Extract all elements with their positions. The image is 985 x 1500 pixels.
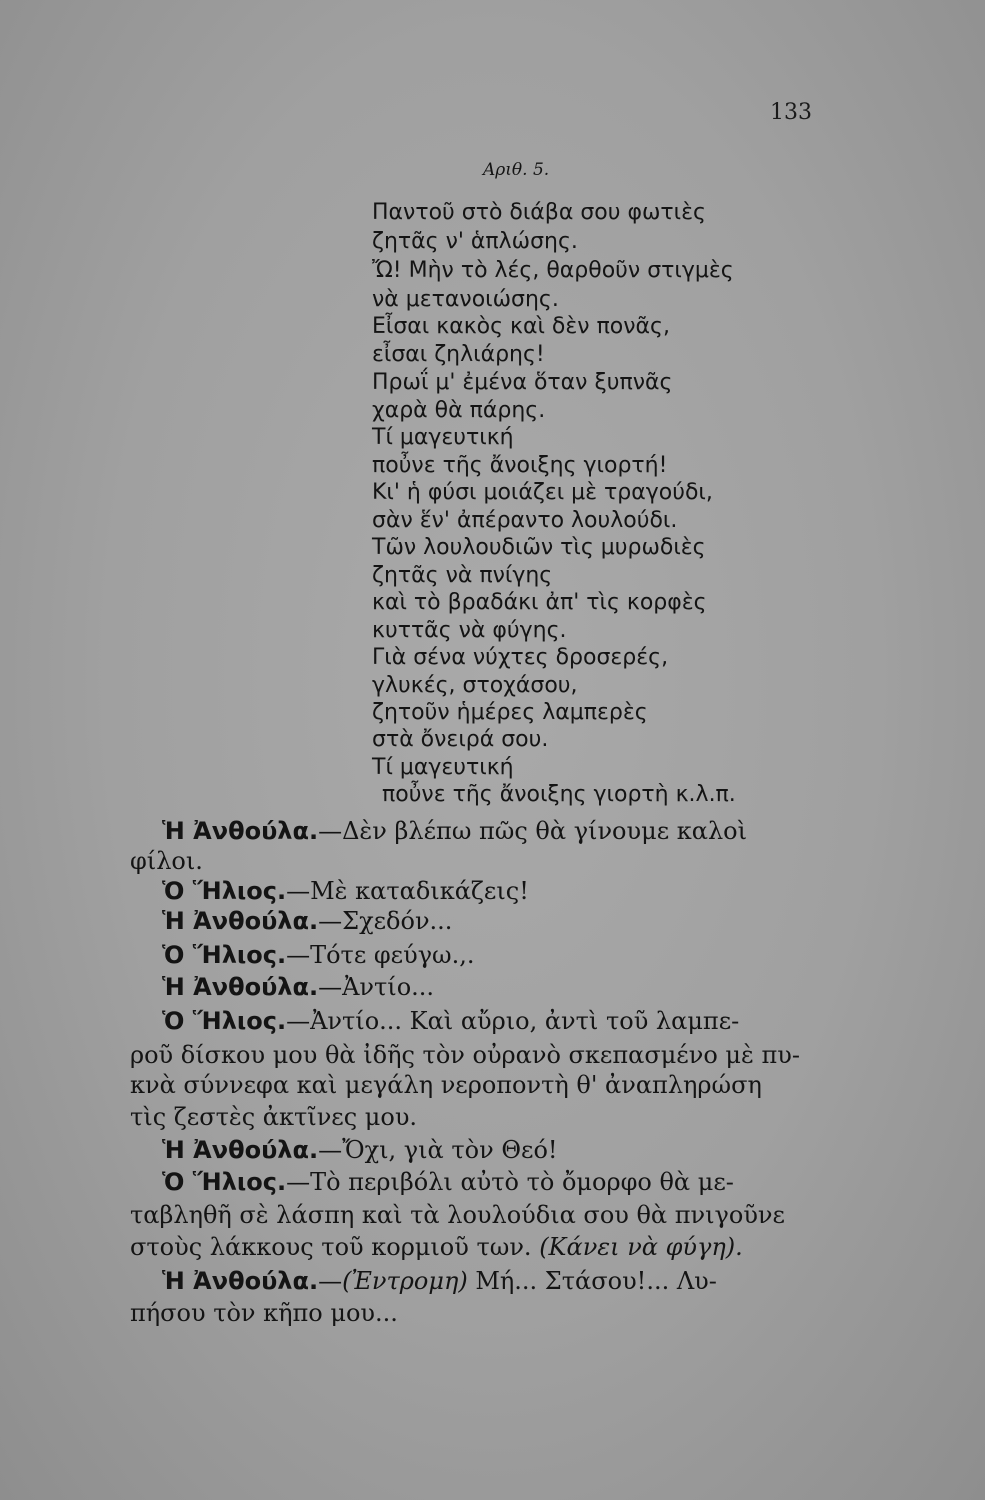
dialogue-text: —Τότε φεύγω.,. bbox=[286, 941, 475, 969]
song-verse: σὰν ἕν' ἀπέραντο λουλούδι. bbox=[372, 508, 678, 533]
dialogue-text: — bbox=[318, 1267, 343, 1295]
song-verse: ζητοῦν ἡμέρες λαμπερὲς bbox=[372, 700, 648, 725]
song-verse: νὰ μετανοιώσης. bbox=[372, 287, 559, 312]
section-heading: Αριθ. 5. bbox=[483, 160, 550, 180]
dialogue-speaker: Ὁ Ἥλιος. bbox=[162, 877, 287, 905]
dialogue-continuation bbox=[130, 1232, 743, 1262]
dialogue-continuation: κνὰ σύννεφα καὶ μεγάλη νεροποντὴ θ' ἀναπληρώση bbox=[130, 1071, 762, 1099]
song-verse: εἶσαι ζηλιάρης! bbox=[372, 342, 545, 367]
song-verse: κυττᾶς νὰ φύγης. bbox=[372, 618, 567, 643]
dialogue-continuation: ταβληθῆ σὲ λάσπη καὶ τὰ λουλούδια σου θὰ πνιγοῦνε bbox=[130, 1201, 785, 1229]
dialogue-continuation: φίλοι. bbox=[130, 847, 203, 875]
song-verse: Γιὰ σένα νύχτες δροσερές, bbox=[372, 645, 669, 670]
song-verse: ποὖνε τῆς ἄνοιξης γιορτὴ κ.λ.π. bbox=[382, 782, 736, 807]
dialogue-text: —Δὲν βλέπω πῶς θὰ γίνουμε καλοὶ bbox=[318, 817, 748, 845]
song-verse: Τί μαγευτική bbox=[372, 755, 514, 780]
song-verse: ζητᾶς ν' ἁπλώσης. bbox=[372, 229, 578, 254]
song-verse: Εἶσαι κακὸς καὶ δὲν πονᾶς, bbox=[372, 314, 670, 339]
song-verse: ποὖνε τῆς ἄνοιξης γιορτή! bbox=[372, 453, 668, 478]
dialogue-line bbox=[162, 1266, 717, 1296]
dialogue-speaker: Ἡ Ἀνθούλα. bbox=[162, 1267, 319, 1295]
dialogue-line bbox=[162, 1006, 739, 1036]
song-verse: στὰ ὄνειρά σου. bbox=[372, 727, 549, 752]
dialogue-continuation: πήσου τὸν κῆπο μου... bbox=[130, 1299, 398, 1327]
song-verse: Τῶν λουλουδιῶν τὶς μυρωδιὲς bbox=[372, 535, 706, 560]
dialogue-line bbox=[162, 940, 475, 970]
dialogue-speaker: Ἡ Ἀνθούλα. bbox=[162, 973, 319, 1001]
dialogue-line bbox=[162, 816, 747, 846]
dialogue-line bbox=[162, 906, 452, 936]
dialogue-text: —Ὄχι, γιὰ τὸν Θεό! bbox=[318, 1136, 558, 1164]
dialogue-continuation: ροῦ δίσκου μου θὰ ἰδῆς τὸν οὐρανὸ σκεπασμένο μὲ πυ- bbox=[130, 1041, 800, 1069]
song-verse: Πρωΐ μ' ἐμένα ὅταν ξυπνᾶς bbox=[372, 370, 673, 395]
dialogue-speaker: Ὁ Ἥλιος. bbox=[162, 1007, 287, 1035]
dialogue-text: —Ἀντίο... Καὶ αὔριο, ἀντὶ τοῦ λαμπε- bbox=[286, 1007, 740, 1035]
song-verse: Τί μαγευτική bbox=[372, 425, 514, 450]
dialogue-speaker: Ἡ Ἀνθούλα. bbox=[162, 817, 319, 845]
dialogue-speaker: Ὁ Ἥλιος. bbox=[162, 941, 287, 969]
dialogue-line bbox=[162, 1167, 734, 1197]
song-verse: Ὤ! Μὴν τὸ λές, θαρθοῦν στιγμὲς bbox=[372, 258, 734, 283]
song-verse: Παντοῦ στὸ διάβα σου φωτιὲς bbox=[372, 200, 706, 225]
song-verse: χαρὰ θὰ πάρης. bbox=[372, 398, 546, 423]
dialogue-speaker: Ἡ Ἀνθούλα. bbox=[162, 907, 319, 935]
dialogue-text: —Τὸ περιβόλι αὐτὸ τὸ ὄμορφο θὰ με- bbox=[286, 1168, 734, 1196]
dialogue-speaker: Ὁ Ἥλιος. bbox=[162, 1168, 287, 1196]
song-verse: Κι' ἡ φύσι μοιάζει μὲ τραγούδι, bbox=[372, 480, 713, 505]
song-verse: ζητᾶς νὰ πνίγης bbox=[372, 563, 553, 588]
dialogue-text: Μή... Στάσου!... Λυ- bbox=[467, 1267, 717, 1295]
stage-direction: (Ἐντρομη) bbox=[342, 1267, 468, 1295]
dialogue-text: στοὺς λάκκους τοῦ κορμιοῦ των. bbox=[130, 1233, 532, 1261]
dialogue-text: —Σχεδόν... bbox=[318, 907, 453, 935]
dialogue-speaker: Ἡ Ἀνθούλα. bbox=[162, 1136, 319, 1164]
page-number: 133 bbox=[770, 100, 812, 125]
dialogue-text: —Μὲ καταδικάζεις! bbox=[286, 877, 529, 905]
dialogue-line bbox=[162, 1135, 558, 1165]
dialogue-line bbox=[162, 876, 529, 906]
dialogue-line bbox=[162, 972, 434, 1002]
dialogue-text: —Ἀντίο... bbox=[318, 973, 435, 1001]
song-verse: γλυκές, στοχάσου, bbox=[372, 673, 578, 698]
song-verse: καὶ τὸ βραδάκι ἀπ' τὶς κορφὲς bbox=[372, 590, 707, 615]
stage-direction: (Κάνει νὰ φύγη). bbox=[539, 1233, 743, 1261]
dialogue-continuation: τὶς ζεστὲς ἀκτῖνες μου. bbox=[130, 1103, 418, 1131]
